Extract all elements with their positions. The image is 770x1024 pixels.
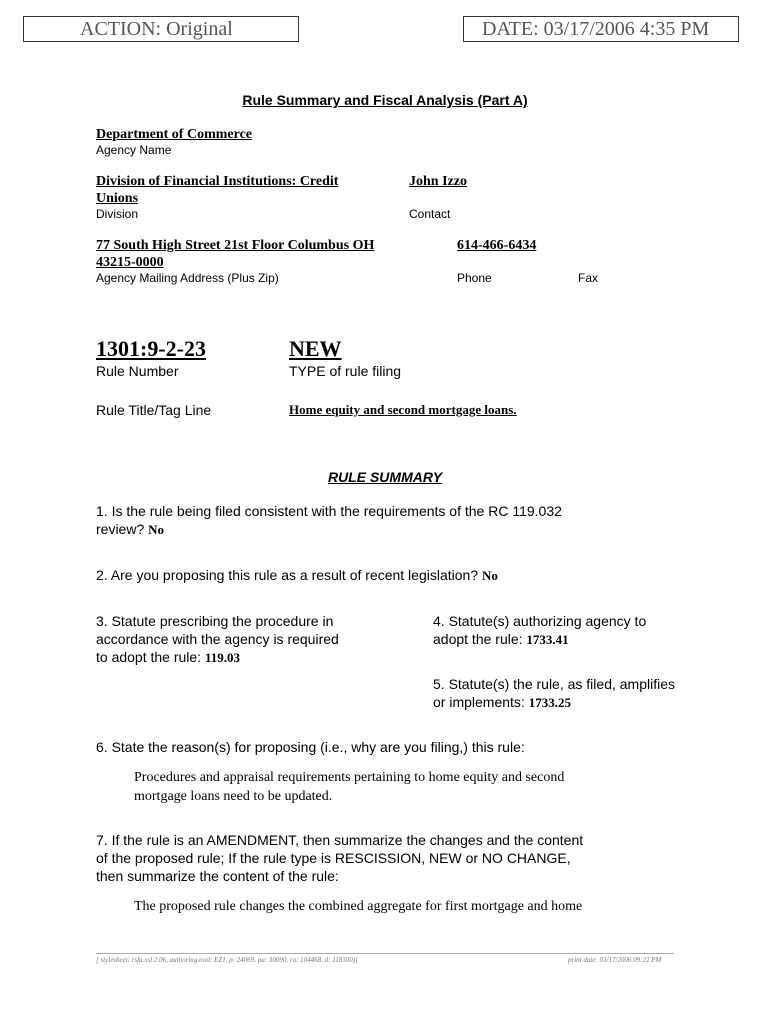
date-box [463, 16, 739, 42]
question-7-line3: then summarize the content of the rule: [96, 868, 339, 884]
date-text: DATE: 03/17/2006 4:35 PM [482, 18, 710, 40]
question-6: 6. State the reason(s) for proposing (i.e., why are you filing,) this rule: [96, 739, 525, 755]
question-7-line2: of the proposed rule; If the rule type is RESCISSION, NEW or NO CHANGE, [96, 850, 571, 866]
division-label: Division [96, 207, 139, 221]
question-3-line1: 3. Statute prescribing the procedure in [96, 613, 334, 629]
question-6-answer-line2: mortgage loans need to be updated. [134, 789, 333, 804]
question-1-line2: review? No [96, 521, 165, 537]
address-label: Agency Mailing Address (Plus Zip) [96, 271, 279, 285]
rule-summary-heading: RULE SUMMARY [327, 469, 443, 485]
question-7-line1: 7. If the rule is an AMENDMENT, then summarize the changes and the content [96, 832, 584, 848]
question-5-line2: or implements: 1733.25 [433, 694, 571, 710]
question-6-answer-line1: Procedures and appraisal requirements pertaining to home equity and second [134, 770, 565, 785]
question-2: 2. Are you proposing this rule as a result of recent legislation? No [96, 567, 498, 583]
rule-type-label: TYPE of rule filing [289, 363, 402, 379]
footer-divider [96, 953, 674, 954]
phone-number: 614-466-6434 [457, 238, 537, 253]
contact-name: John Izzo [409, 174, 467, 189]
address-line2: 43215-0000 [96, 255, 164, 270]
rule-title-label: Rule Title/Tag Line [96, 402, 212, 418]
question-5-line1: 5. Statute(s) the rule, as filed, amplifies [433, 676, 675, 692]
footer-print-date: print date: 03/17/2006 09:22 PM [568, 956, 662, 964]
question-4-line2: adopt the rule: 1733.41 [433, 631, 569, 647]
action-text: ACTION: Original [80, 18, 233, 40]
question-3-line3: to adopt the rule: 119.03 [96, 649, 241, 665]
question-1-line1: 1. Is the rule being filed consistent with the requirements of the RC 119.032 [96, 503, 562, 519]
contact-label: Contact [409, 207, 451, 221]
phone-label: Phone [457, 271, 492, 285]
rule-type: NEW [289, 336, 342, 361]
action-box [23, 16, 299, 42]
division-line1: Division of Financial Institutions: Credit [96, 174, 339, 189]
question-4-line1: 4. Statute(s) authorizing agency to [433, 613, 647, 629]
question-3-answer: 119.03 [204, 650, 241, 665]
question-5-answer: 1733.25 [528, 695, 571, 710]
question-2-answer: No [482, 568, 498, 583]
fax-label: Fax [578, 271, 599, 285]
rule-number: 1301:9-2-23 [96, 336, 206, 361]
agency-name: Department of Commerce [96, 127, 253, 142]
page-title: Rule Summary and Fiscal Analysis (Part A) [242, 92, 528, 108]
division-line2: Unions [96, 191, 139, 206]
rule-title: Home equity and second mortgage loans. [289, 402, 517, 417]
agency-name-label: Agency Name [96, 143, 172, 157]
question-4-answer: 1733.41 [526, 632, 569, 647]
question-3-line2: accordance with the agency is required [96, 631, 339, 647]
address-line1: 77 South High Street 21st Floor Columbus OH [96, 238, 375, 253]
rule-number-label: Rule Number [96, 363, 179, 379]
question-1-answer: No [148, 522, 165, 537]
question-7-answer-line1: The proposed rule changes the combined aggregate for first mortgage and home [134, 899, 583, 914]
footer-stylesheet-info: [ stylesheet: rsfa.xsl 2.06, authoring tool: EZ1, p: 24069, pa: 30090, ra: 104468, d: 118300)] [96, 956, 358, 964]
